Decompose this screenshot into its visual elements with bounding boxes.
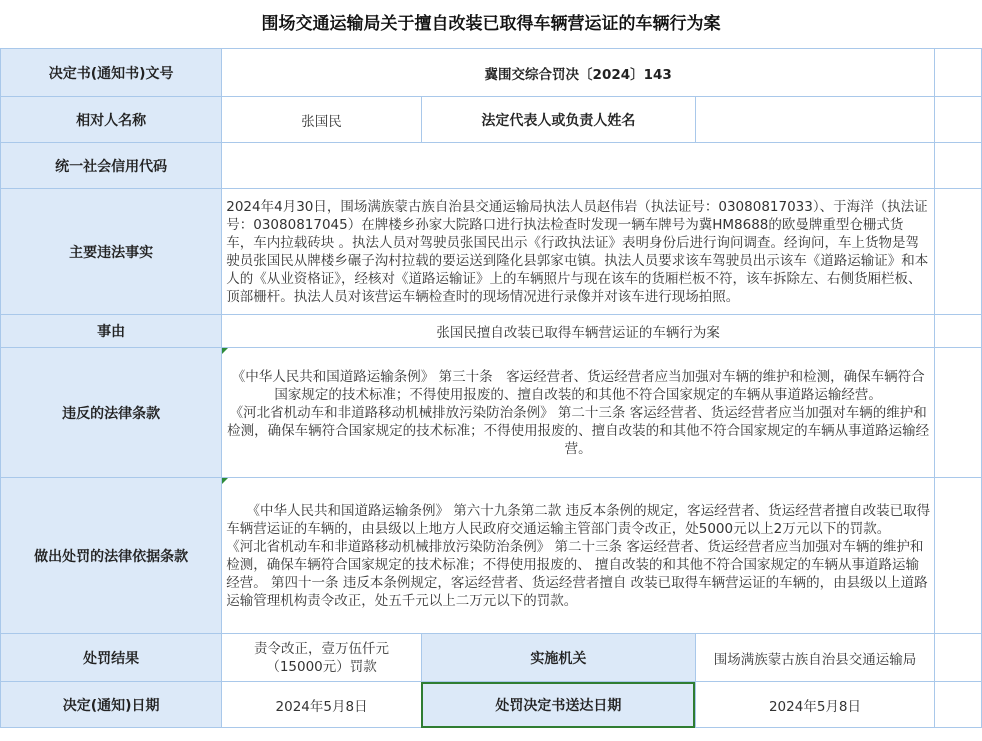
case-table [0, 48, 982, 728]
row-party [1, 97, 982, 143]
empty-cell[interactable] [935, 348, 982, 478]
empty-cell[interactable] [935, 315, 982, 348]
legal-rep-label: 法定代表人或负责人姓名 [421, 97, 695, 143]
doc-no-value[interactable]: 冀围交综合罚决〔2024〕143 [222, 49, 935, 97]
empty-cell[interactable] [935, 97, 982, 143]
row-cause [1, 315, 982, 348]
basis-value[interactable] [222, 478, 935, 634]
row-result [1, 634, 982, 682]
party-value[interactable]: 张国民 [222, 97, 422, 143]
basis-clause-1: 《中华人民共和国道路运输条例》 第六十九条第二款 违反本条例的规定，客运经营者、货运经营者擅自改装已取得车辆营运证的车辆的，由县级以上地方人民政府交通运输主管部门责令改正，处5000元以上2万元以下的罚款。 [226, 502, 931, 537]
result-label: 处罚结果 [1, 634, 222, 682]
basis-label: 做出处罚的法律依据条款 [1, 478, 222, 634]
org-value[interactable]: 围场满族蒙古族自治县交通运输局 [695, 634, 934, 682]
page-title: 围场交通运输局关于擅自改装已取得车辆营运证的车辆行为案 [261, 14, 721, 34]
violated-clause-2: 《河北省机动车和非道路移动机械排放污染防治条例》 第二十三条 客运经营者、货运经营者应当加强对车辆的维护和检测，确保车辆符合国家规定的技术标准；不得使用报废的、擅自改装的和其他不符合国家规定的车辆从事道路运输经营。 [227, 404, 930, 457]
row-dates [1, 682, 982, 728]
row-credit-code [1, 143, 982, 189]
org-label: 实施机关 [421, 634, 695, 682]
credit-code-label: 统一社会信用代码 [1, 143, 222, 189]
row-doc-no [1, 49, 982, 97]
empty-cell[interactable] [935, 478, 982, 634]
facts-value[interactable]: 2024年4月30日，围场满族蒙古族自治县交通运输局执法人员赵伟岩（执法证号：03080817033）、于海洋（执法证号：03080817045）在牌楼乡孙家大院路口进行执法检查时发现一辆车牌号为冀HM8688的欧曼牌重型仓栅式货车，车内拉载砖块 。执法人员对驾驶员张国民出示《行政执法证》表明身份后进行询问调查。经询问，车上货物是驾驶员张国民从牌楼乡碾子沟村拉载的要运送到隆化县郭家屯镇。执法人员要求该车驾驶员出示该车《道路运输证》和本人的《从业资格证》，经核对《道路运输证》上的车辆照片与现在该车的货厢栏板不符，该车拆除左、右侧货厢栏板、顶部栅杆。执法人员对该营运车辆检查时的现场情况进行录像并对该车进行现场拍照。 [222, 189, 935, 315]
empty-cell[interactable] [935, 143, 982, 189]
row-facts [1, 189, 982, 315]
cause-value[interactable]: 张国民擅自改装已取得车辆营运证的车辆行为案 [222, 315, 935, 348]
violated-clause-1: 《中华人民共和国道路运输条例》 第三十条 客运经营者、货运经营者应当加强对车辆的维护和检测，确保车辆符合国家规定的技术标准；不得使用报废的、擅自改装的和其他不符合国家规定的车辆从事道路运输经营。 [231, 368, 925, 403]
empty-cell[interactable] [935, 189, 982, 315]
violated-value[interactable] [222, 348, 935, 478]
empty-cell[interactable] [935, 634, 982, 682]
decision-date-value[interactable]: 2024年5月8日 [222, 682, 422, 728]
violated-label: 违反的法律条款 [1, 348, 222, 478]
row-violated [1, 348, 982, 478]
doc-no-label: 决定书(通知书)文号 [1, 49, 222, 97]
facts-label: 主要违法事实 [1, 189, 222, 315]
empty-cell[interactable] [935, 49, 982, 97]
result-value[interactable]: 责令改正，壹万伍仟元（15000元）罚款 [222, 634, 422, 682]
delivery-date-label[interactable]: 处罚决定书送达日期 [421, 682, 695, 728]
credit-code-value[interactable] [222, 143, 935, 189]
delivery-date-value[interactable]: 2024年5月8日 [695, 682, 934, 728]
basis-clause-2: 《河北省机动车和非道路移动机械排放污染防治条例》 第二十三条 客运经营者、货运经营者应当加强对车辆的维护和 检测，确保车辆符合国家规定的技术标准；不得使用报废的、 擅自改装的和其他不符合国家规定的车辆从事道路运输经营。 第四十一条 违反本条例规定，客运经营者、货运经营者擅自 改装已取得车辆营运证的车辆的，由县级以上道路运输管理机构责令改正，处五千元以上二万元以下的罚款。 [226, 538, 928, 609]
row-basis [1, 478, 982, 634]
decision-date-label: 决定(通知)日期 [1, 682, 222, 728]
legal-rep-value[interactable] [695, 97, 934, 143]
party-label: 相对人名称 [1, 97, 222, 143]
empty-cell[interactable] [935, 682, 982, 728]
cause-label: 事由 [1, 315, 222, 348]
